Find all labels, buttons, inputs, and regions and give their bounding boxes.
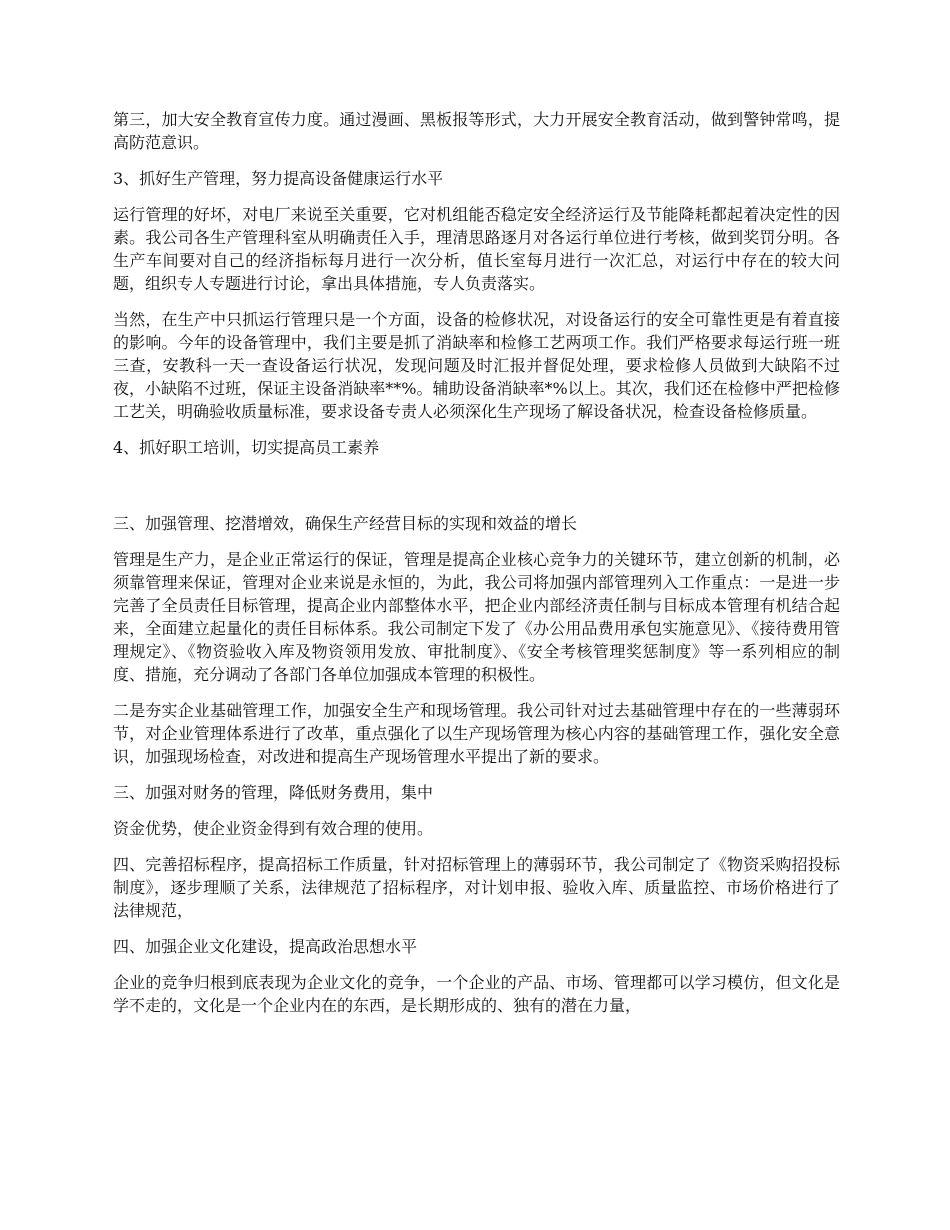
paragraph-capital-advantage: 资金优势，使企业资金得到有效合理的使用。 <box>113 819 434 838</box>
heading-production-management: 3、抓好生产管理，努力提高设备健康运行水平 <box>113 169 444 188</box>
paragraph-bidding-procedure: 四、完善招标程序，提高招标工作质量，针对招标管理上的薄弱环节，我公司制定了《物资采购招投标制度》，逐步理顺了关系，法律规范了招标程序，对计划申报、验收入库、质量监控、市场价格进行了法律规范， <box>113 855 840 920</box>
paragraph-culture-competition: 企业的竞争归根到底表现为企业文化的竞争，一个企业的产品、市场、管理都可以学习模仿，但文化是学不走的，文化是一个企业内在的东西，是长期形成的、独有的潜在力量， <box>113 973 840 1015</box>
paragraph-equipment-maintenance: 当然，在生产中只抓运行管理只是一个方面，设备的检修状况，对设备运行的安全可靠性更是有着直接的影响。今年的设备管理中，我们主要是抓了消缺率和检修工艺两项工作。我们严格要求每运行班一班三查，安教科一天一查设备运行状况，发现问题及时汇报并督促处理，要求检修人员做到大缺陷不过夜，小缺陷不过班，保证主设备消缺率**%。辅助设备消缺率*%以上。其次，我们还在检修中严把检修工艺关，明确验收质量标准，要求设备专责人必须深化生产现场了解设备状况，检查设备检修质量。 <box>113 310 840 421</box>
heading-corporate-culture: 四、加强企业文化建设，提高政治思想水平 <box>113 937 418 956</box>
paragraph-safety-education: 第三，加大安全教育宣传力度。通过漫画、黑板报等形式，大力开展安全教育活动，做到警钟常鸣，提高防范意识。 <box>113 110 840 152</box>
paragraph-management-productivity: 管理是生产力，是企业正常运行的保证，管理是提高企业核心竞争力的关键环节，建立创新的机制，必须靠管理来保证，管理对企业来说是永恒的，为此，我公司将加强内部管理列入工作重点：一是进一步完善了全员责任目标管理，提高企业内部整体水平，把企业内部经济责任制与目标成本管理有机结合起来，全面建立起量化的责任目标体系。我公司制定下发了《办公用品费用承包实施意见》、《接待费用管理规定》、《物资验收入库及物资领用发放、审批制度》、《安全考核管理奖惩制度》等一系列相应的制度、措施，充分调动了各部门各单位加强成本管理的积极性。 <box>113 550 840 684</box>
heading-staff-training: 4、抓好职工培训，切实提高员工素养 <box>113 438 380 457</box>
document-body <box>113 108 840 1030</box>
paragraph-basic-management: 二是夯实企业基础管理工作，加强安全生产和现场管理。我公司针对过去基础管理中存在的一些薄弱环节，对企业管理体系进行了改革，重点强化了以生产现场管理为核心内容的基础管理工作，强化安全意识，加强现场检查，对改进和提高生产现场管理水平提出了新的要求。 <box>113 701 840 766</box>
heading-finance-management: 三、加强对财务的管理，降低财务费用，集中 <box>113 783 434 802</box>
section-spacer <box>113 472 840 512</box>
heading-strengthen-management: 三、加强管理、挖潜增效，确保生产经营目标的实现和效益的增长 <box>113 514 578 533</box>
paragraph-operation-management: 运行管理的好坏，对电厂来说至关重要，它对机组能否稳定安全经济运行及节能降耗都起着决定性的因素。我公司各生产管理科室从明确责任入手，理清思路逐月对各运行单位进行考核，做到奖罚分明。各生产车间要对自己的经济指标每月进行一次分析，值长室每月进行一次汇总，对运行中存在的较大问题，组织专人专题进行讨论，拿出具体措施，专人负责落实。 <box>113 205 840 293</box>
